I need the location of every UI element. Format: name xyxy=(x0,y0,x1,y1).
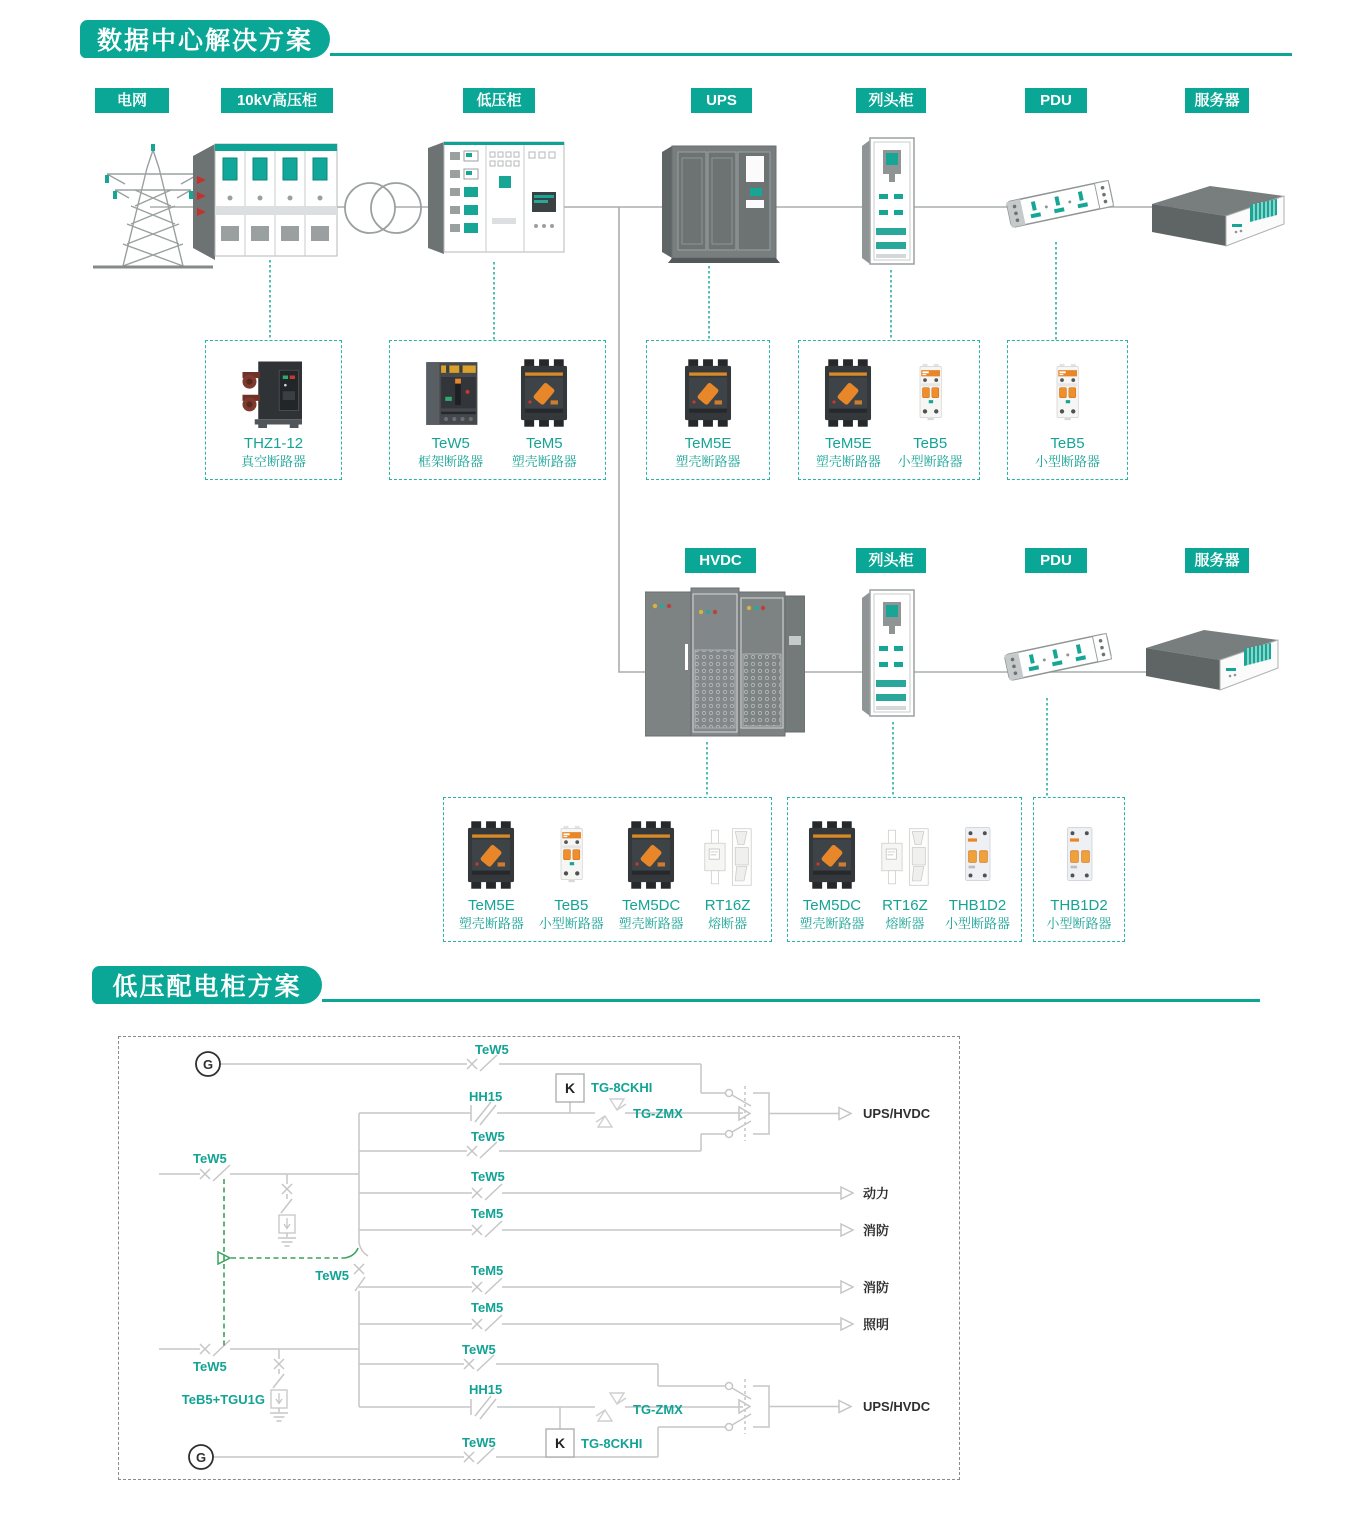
product-type: 小型断路器 xyxy=(944,916,1010,931)
mcb-image xyxy=(1053,816,1105,892)
interlock-dashed-line xyxy=(224,1179,345,1349)
row-cabinet-icon xyxy=(862,136,920,268)
product-model: THB1D2 xyxy=(1050,897,1108,914)
scr-label-tgzmx: TG-ZMX xyxy=(633,1402,683,1417)
mcb-image xyxy=(546,816,596,892)
product-model: RT16Z xyxy=(882,897,928,914)
product-type: 塑壳断路器 xyxy=(458,916,524,931)
product xyxy=(458,818,524,941)
mccb-image xyxy=(799,818,865,892)
product-box-10kv xyxy=(205,340,342,480)
fuse-label-hh15: HH15 xyxy=(469,1382,503,1397)
product xyxy=(511,356,577,479)
section2-title: 低压配电柜方案 xyxy=(92,966,322,1004)
lv-cabinet-icon xyxy=(428,134,568,262)
product xyxy=(1035,354,1100,479)
product xyxy=(876,822,934,941)
mccb-image xyxy=(511,356,577,430)
product-model: TeW5 xyxy=(431,435,470,452)
vacuum-breaker-image xyxy=(239,356,309,430)
controller-label-tg8ckhi: TG-8CKHI xyxy=(591,1080,653,1095)
product-model: TeM5DC xyxy=(622,897,681,914)
product-type: 小型断路器 xyxy=(897,454,963,469)
mccb-image xyxy=(458,818,524,892)
hv-cabinet-icon xyxy=(193,138,343,268)
product-type: 小型断路器 xyxy=(1034,454,1100,469)
breaker-label-tew5: TeW5 xyxy=(471,1169,505,1184)
product-type: 塑壳断路器 xyxy=(799,916,865,931)
product-model: TeB5 xyxy=(1050,435,1085,452)
incoming-label-tew5: TeW5 xyxy=(193,1151,227,1166)
mccb-image xyxy=(815,356,881,430)
product-type: 真空断路器 xyxy=(240,454,306,469)
scr-label-tgzmx: TG-ZMX xyxy=(633,1106,683,1121)
output-label-fire: 消防 xyxy=(863,1223,890,1238)
chip-lv-cabinet: 低压柜 xyxy=(463,88,535,113)
controller-label-tg8ckhi: TG-8CKHI xyxy=(581,1436,643,1451)
relay-k-label-2: K xyxy=(554,1435,566,1451)
mccb-image xyxy=(675,356,741,430)
product xyxy=(815,356,881,479)
product-model: TeB5 xyxy=(554,897,589,914)
product-type: 熔断器 xyxy=(708,916,748,931)
chip-server-2: 服务器 xyxy=(1185,548,1249,573)
product-box-pdu-2 xyxy=(1033,797,1125,942)
product xyxy=(898,354,963,479)
transformer-icon xyxy=(340,180,426,236)
mcb-image xyxy=(951,816,1003,892)
generator-label-2: G xyxy=(195,1450,207,1465)
product xyxy=(675,356,741,479)
chip-pdu: PDU xyxy=(1025,88,1087,113)
product-model: TeM5E xyxy=(824,435,872,452)
product-type: 小型断路器 xyxy=(1046,916,1112,931)
breaker-label-tew5: TeW5 xyxy=(475,1042,509,1057)
breaker-label-tew5: TeW5 xyxy=(471,1129,505,1144)
chip-10kv-cabinet: 10kV高压柜 xyxy=(221,88,333,113)
product-model: THB1D2 xyxy=(948,897,1007,914)
breaker-label-tew5: TeW5 xyxy=(462,1435,496,1450)
product-type: 塑壳断路器 xyxy=(511,454,577,469)
breaker-label-tem5: TeM5 xyxy=(471,1263,504,1278)
section2-title-line xyxy=(322,999,1260,1002)
frame-breaker-image xyxy=(418,357,484,430)
row-cabinet-icon-2 xyxy=(862,588,920,720)
chip-pdu-2: PDU xyxy=(1025,548,1087,573)
product-type: 框架断路器 xyxy=(418,454,484,469)
generator-label: G xyxy=(202,1057,214,1072)
relay-k-label: K xyxy=(564,1080,576,1096)
chip-hvdc: HVDC xyxy=(685,548,756,573)
product xyxy=(418,357,484,479)
mccb-image xyxy=(618,818,684,892)
hvdc-cabinet-icon xyxy=(645,584,805,742)
product xyxy=(239,356,309,479)
product-type: 熔断器 xyxy=(885,916,925,931)
product xyxy=(945,816,1010,941)
ups-cabinet-icon xyxy=(662,142,780,264)
product xyxy=(618,818,684,941)
breaker-label-tew5: TeW5 xyxy=(462,1342,496,1357)
fuse-label-hh15: HH15 xyxy=(469,1089,503,1104)
output-label-fire: 消防 xyxy=(863,1280,890,1295)
server-icon-2 xyxy=(1140,622,1284,692)
product-box-lv xyxy=(389,340,606,480)
product-model: TeB5 xyxy=(913,435,948,452)
chip-ups: UPS xyxy=(691,88,752,113)
product-model: TeM5E xyxy=(468,897,515,914)
server-icon xyxy=(1146,178,1290,248)
product-model: TeM5 xyxy=(525,435,563,452)
single-line-diagram xyxy=(119,1037,959,1479)
spd-label-teb5-tgu1g: TeB5+TGU1G xyxy=(181,1392,265,1407)
product xyxy=(1046,816,1111,941)
output-label-ups-hvdc: UPS/HVDC xyxy=(863,1399,931,1414)
fuse-image xyxy=(699,822,757,892)
fuse-image xyxy=(876,822,934,892)
product-type: 塑壳断路器 xyxy=(618,916,684,931)
product xyxy=(699,822,757,941)
product-box-row-cabinet xyxy=(798,340,980,480)
product-type: 塑壳断路器 xyxy=(675,454,741,469)
chip-grid: 电网 xyxy=(95,88,169,113)
product xyxy=(539,816,604,941)
section1-title: 数据中心解决方案 xyxy=(80,20,330,58)
product xyxy=(799,818,865,941)
tie-breaker-label-tew5: TeW5 xyxy=(315,1268,349,1283)
section1-title-line xyxy=(330,53,1292,56)
product-box-ups xyxy=(646,340,770,480)
incoming-label-tew5: TeW5 xyxy=(193,1359,227,1374)
mcb-image xyxy=(905,354,955,430)
chip-row-cabinet-2: 列头柜 xyxy=(856,548,926,573)
product-model: THZ1-12 xyxy=(243,435,304,452)
mcb-image xyxy=(1042,354,1092,430)
product-box-hvdc xyxy=(443,797,772,942)
chip-row-cabinet: 列头柜 xyxy=(856,88,926,113)
output-label-lighting: 照明 xyxy=(863,1317,890,1332)
product-model: RT16Z xyxy=(704,897,751,914)
breaker-label-tem5: TeM5 xyxy=(471,1300,504,1315)
product-box-row-cabinet-2 xyxy=(787,797,1022,942)
chip-server: 服务器 xyxy=(1185,88,1249,113)
product-model: TeM5E xyxy=(684,435,732,452)
product-box-pdu xyxy=(1007,340,1128,480)
product-type: 塑壳断路器 xyxy=(815,454,881,469)
output-label-ups-hvdc: UPS/HVDC xyxy=(863,1106,931,1121)
single-line-diagram-frame xyxy=(118,1036,960,1480)
output-label-power: 动力 xyxy=(863,1186,890,1201)
product-type: 小型断路器 xyxy=(538,916,604,931)
breaker-label-tem5: TeM5 xyxy=(471,1206,504,1221)
product-model: TeM5DC xyxy=(802,897,862,914)
